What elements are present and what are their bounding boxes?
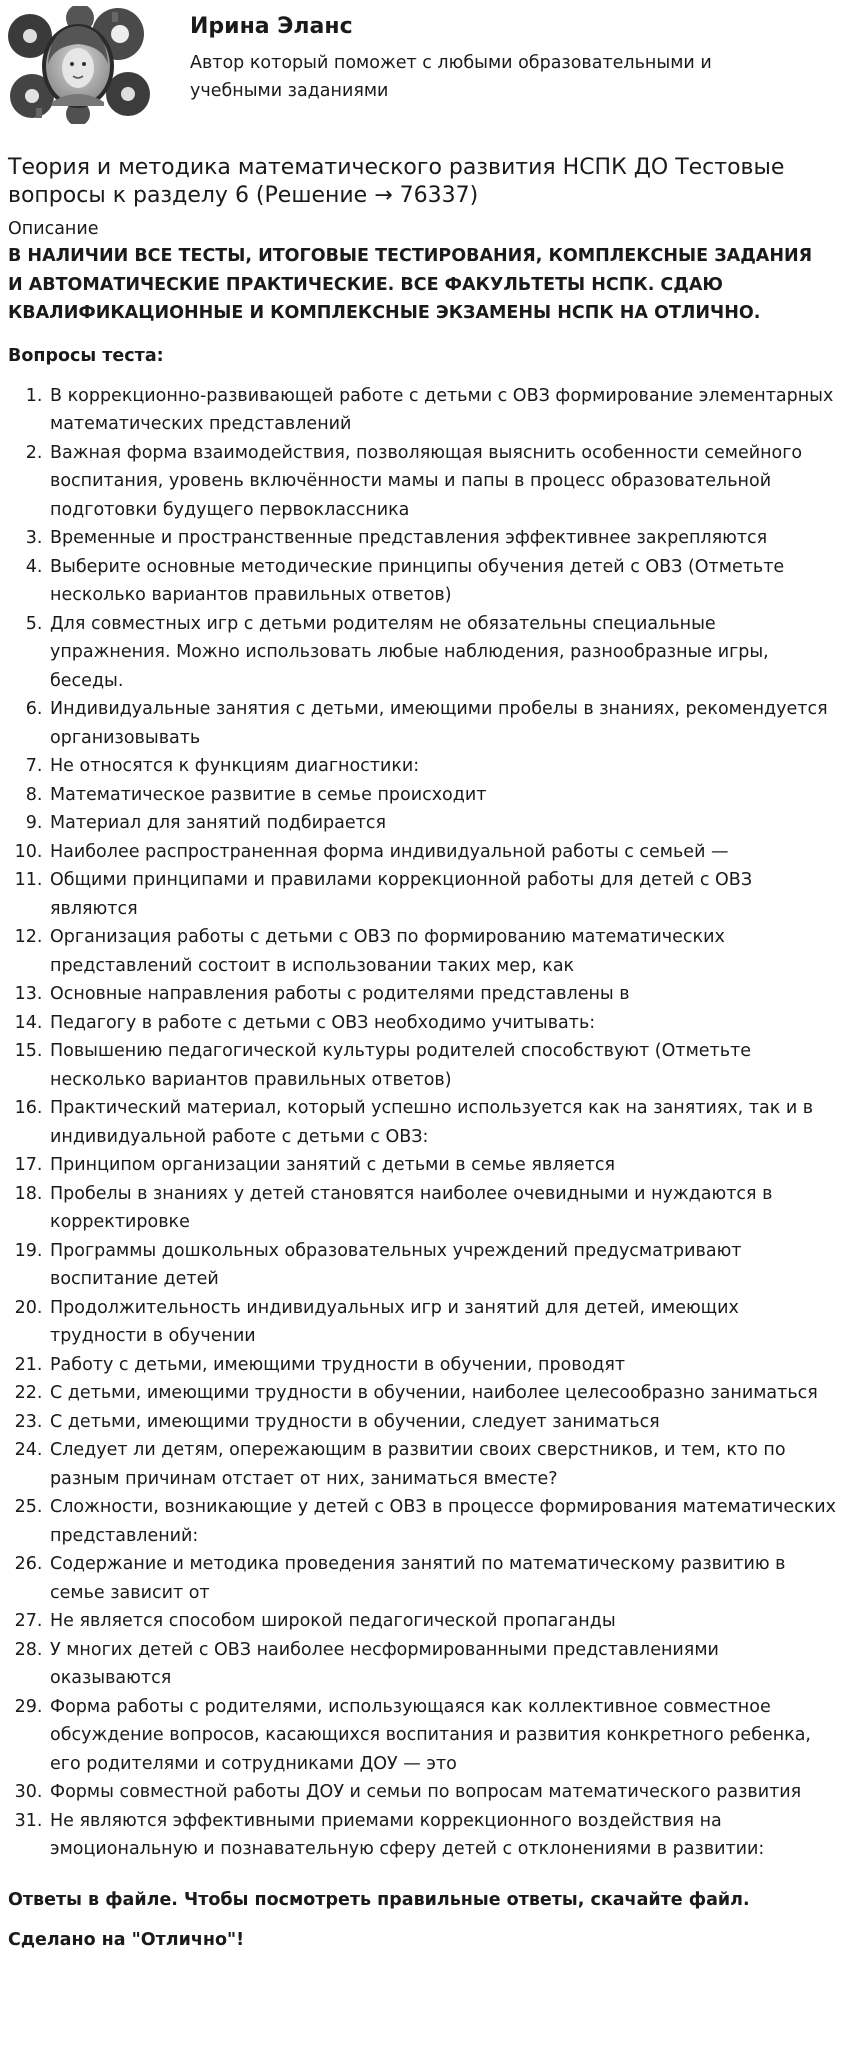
question-item: 3. Временные и пространственные представления эффективнее закрепляются: [48, 524, 838, 553]
author-info: [190, 6, 790, 105]
question-item: 16. Практический материал, который успешно используется как на занятиях, так и в индивидуальной работе с детьми с ОВЗ:: [48, 1094, 838, 1151]
question-item: 28. У многих детей с ОВЗ наиболее несформированными представлениями оказываются: [48, 1636, 838, 1693]
question-item: 22. С детьми, имеющими трудности в обучении, наиболее целесообразно заниматься: [48, 1379, 838, 1408]
question-item: 25. Сложности, возникающие у детей с ОВЗ в процессе формирования математических представлений:: [48, 1493, 838, 1550]
answers-note: Ответы в файле. Чтобы посмотреть правильные ответы, скачайте файл.: [8, 1889, 750, 1910]
question-item: 14. Педагогу в работе с детьми с ОВЗ необходимо учитывать:: [48, 1009, 838, 1038]
question-item: 10. Наиболее распространенная форма индивидуальной работы с семьей —: [48, 838, 838, 867]
question-item: 1. В коррекционно-развивающей работе с детьми с ОВЗ формирование элементарных математических представлений: [48, 382, 838, 439]
description-label: Описание: [8, 219, 99, 239]
document-title: Теория и методика математического развития НСПК ДО Тестовые вопросы к разделу 6 (Решение → 76337): [8, 155, 785, 208]
question-item: 21. Работу с детьми, имеющими трудности в обучении, проводят: [48, 1351, 838, 1380]
question-item: 19. Программы дошкольных образовательных учреждений предусматривают воспитание детей: [48, 1237, 838, 1294]
question-item: 8. Математическое развитие в семье происходит: [48, 781, 838, 810]
questions-label: Вопросы теста:: [8, 345, 164, 366]
question-item: 5. Для совместных игр с детьми родителям не обязательны специальные упражнения. Можно использовать любые наблюдения, разнообразные игры, беседы.: [48, 610, 838, 696]
question-item: 20. Продолжительность индивидуальных игр и занятий для детей, имеющих трудности в обучении: [48, 1294, 838, 1351]
question-item: 27. Не является способом широкой педагогической пропаганды: [48, 1607, 838, 1636]
author-card: [8, 0, 839, 130]
questions-list: [8, 382, 838, 1864]
question-item: 11. Общими принципами и правилами коррекционной работы для детей с ОВЗ являются: [48, 866, 838, 923]
author-name[interactable]: Ирина Эланс: [190, 14, 353, 39]
author-avatar[interactable]: [8, 6, 152, 124]
question-item: 30. Формы совместной работы ДОУ и семьи по вопросам математического развития: [48, 1778, 838, 1807]
question-item: 13. Основные направления работы с родителями представлены в: [48, 980, 838, 1009]
question-item: 12. Организация работы с детьми с ОВЗ по формированию математических представлений состоит в использовании таких мер, как: [48, 923, 838, 980]
question-item: 6. Индивидуальные занятия с детьми, имеющими пробелы в знаниях, рекомендуется организовывать: [48, 695, 838, 752]
notice-text: В НАЛИЧИИ ВСЕ ТЕСТЫ, ИТОГОВЫЕ ТЕСТИРОВАНИЯ, КОМПЛЕКСНЫЕ ЗАДАНИЯ И АВТОМАТИЧЕСКИЕ ПРАКТИЧЕСКИЕ. ВСЕ ФАКУЛЬТЕТЫ НСПК. СДАЮ КВАЛИФИКАЦИОННЫЕ И КОМПЛЕКСНЫЕ ЭКЗАМЕНЫ НСПК НА ОТЛИЧНО.: [8, 246, 813, 323]
question-item: 4. Выберите основные методические принципы обучения детей с ОВЗ (Отметьте несколько вариантов правильных ответов): [48, 553, 838, 610]
question-item: 26. Содержание и методика проведения занятий по математическому развитию в семье зависит от: [48, 1550, 838, 1607]
question-item: 15. Повышению педагогической культуры родителей способствуют (Отметьте несколько вариантов правильных ответов): [48, 1037, 838, 1094]
author-description: Автор который поможет с любыми образовательными и учебными заданиями: [190, 53, 712, 101]
question-item: 23. С детьми, имеющими трудности в обучении, следует заниматься: [48, 1408, 838, 1437]
question-item: 29. Форма работы с родителями, использующаяся как коллективное совместное обсуждение вопросов, касающихся воспитания и развития конкретного ребенка, его родителями и сотрудниками ДОУ — это: [48, 1693, 838, 1779]
question-item: 17. Принципом организации занятий с детьми в семье является: [48, 1151, 838, 1180]
question-item: 9. Материал для занятий подбирается: [48, 809, 838, 838]
question-item: 24. Следует ли детям, опережающим в развитии своих сверстников, и тем, кто по разным причинам отстает от них, заниматься вместе?: [48, 1436, 838, 1493]
question-item: 2. Важная форма взаимодействия, позволяющая выяснить особенности семейного воспитания, уровень включённости мамы и папы в процесс образовательной подготовки будущего первоклассника: [48, 439, 838, 525]
question-item: 18. Пробелы в знаниях у детей становятся наиболее очевидными и нуждаются в корректировке: [48, 1180, 838, 1237]
question-item: 31. Не являются эффективными приемами коррекционного воздействия на эмоциональную и познавательную сферу детей с отклонениями в развитии:: [48, 1807, 838, 1864]
question-item: 7. Не относятся к функциям диагностики:: [48, 752, 838, 781]
done-note: Сделано на "Отлично"!: [8, 1929, 245, 1950]
